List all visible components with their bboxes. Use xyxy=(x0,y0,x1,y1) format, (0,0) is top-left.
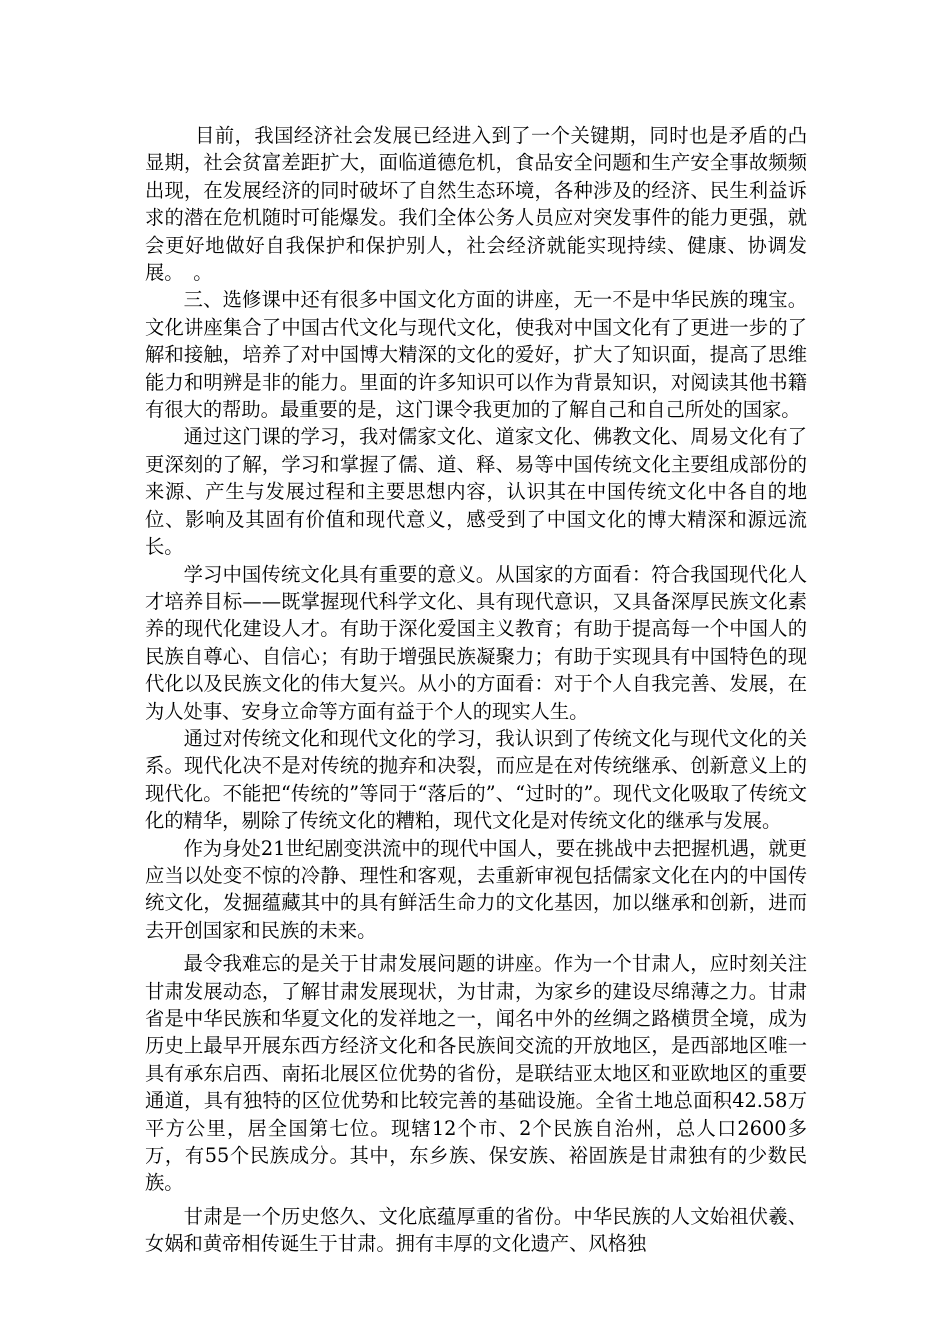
paragraph-gansu-history: 甘肃是一个历史悠久、文化底蕴厚重的省份。中华民族的人文始祖伏羲、女娲和黄帝相传诞生于甘肃。拥有丰厚的文化遗产、风格独 xyxy=(145,1204,807,1256)
document-page xyxy=(145,122,807,1258)
paragraph-tradition-vs-modern: 通过对传统文化和现代文化的学习，我认识到了传统文化与现代文化的关系。现代化决不是对传统的抛弃和决裂，而应是在对传统继承、创新意义上的现代化。不能把“传统的”等同于“落后的”、“过时的”。现代文化吸取了传统文化的精华，剔除了传统文化的糟粕，现代文化是对传统文化的继承与发展。 xyxy=(145,726,807,833)
paragraph-gansu-lecture: 最令我难忘的是关于甘肃发展问题的讲座。作为一个甘肃人，应时刻关注甘肃发展动态，了解甘肃发展现状，为甘肃，为家乡的建设尽绵薄之力。甘肃省是中华民族和华夏文化的发祥地之一，闻名中外的丝绸之路横贯全境，成为历史上最早开展东西方经济文化和各民族间交流的开放地区，是西部地区唯一具有承东启西、南拓北展区位优势的省份，是联结亚太地区和亚欧地区的重要通道，具有独特的区位优势和比较完善的基础设施。全省土地总面积42.58万平方公里，居全国第七位。现辖12个市、2个民族自治州，总人口2600多万，有55个民族成分。其中，东乡族、保安族、裕固族是甘肃独有的少数民族。 xyxy=(145,952,807,1195)
paragraph-course-study: 通过这门课的学习，我对儒家文化、道家文化、佛教文化、周易文化有了更深刻的了解，学习和掌握了儒、道、释、易等中国传统文化主要组成部份的来源、产生与发展过程和主要思想内容，认识其在中国传统文化中各自的地位、影响及其固有价值和现代意义，感受到了中国文化的博大精深和源远流长。 xyxy=(145,425,807,559)
paragraph-21st-century: 作为身处21世纪剧变洪流中的现代中国人，要在挑战中去把握机遇，就更应当以处变不惊的冷静、理性和客观，去重新审视包括儒家文化在内的中国传统文化，发掘蕴藏其中的具有鲜活生命力的文化基因，加以继承和创新，进而去开创国家和民族的未来。 xyxy=(145,836,807,942)
paragraph-traditional-culture-meaning: 学习中国传统文化具有重要的意义。从国家的方面看：符合我国现代化人才培养目标——既掌握现代科学文化、具有现代意识，又具备深厚民族文化素养的现代化建设人才。有助于深化爱国主义教育；有助于提高每一个中国人的民族自尊心、自信心；有助于增强民族凝聚力；有助于实现具有中国特色的现代化以及民族文化的伟大复兴。从小的方面看：对于个人自我完善、发展，在为人处事、安身立命等方面有益于个人的现实人生。 xyxy=(145,562,807,723)
paragraph-elective-course: 三、选修课中还有很多中国文化方面的讲座，无一不是中华民族的瑰宝。文化讲座集合了中国古代文化与现代文化，使我对中国文化有了更进一步的了解和接触，培养了对中国博大精深的文化的爱好，扩大了知识面，提高了思维能力和明辨是非的能力。里面的许多知识可以作为背景知识，对阅读其他书籍有很大的帮助。最重要的是，这门课令我更加的了解自己和自己所处的国家。 xyxy=(145,288,807,422)
paragraph-economy: 目前，我国经济社会发展已经进入到了一个关键期，同时也是矛盾的凸显期，社会贫富差距扩大，面临道德危机，食品安全问题和生产安全事故频频出现，在发展经济的同时破坏了自然生态环境，各种涉及的经济、民生利益诉求的潜在危机随时可能爆发。我们全体公务人员应对突发事件的能力更强，就会更好地做好自我保护和保护别人，社会经济就能实现持续、健康、协调发展。 。 xyxy=(145,124,807,285)
